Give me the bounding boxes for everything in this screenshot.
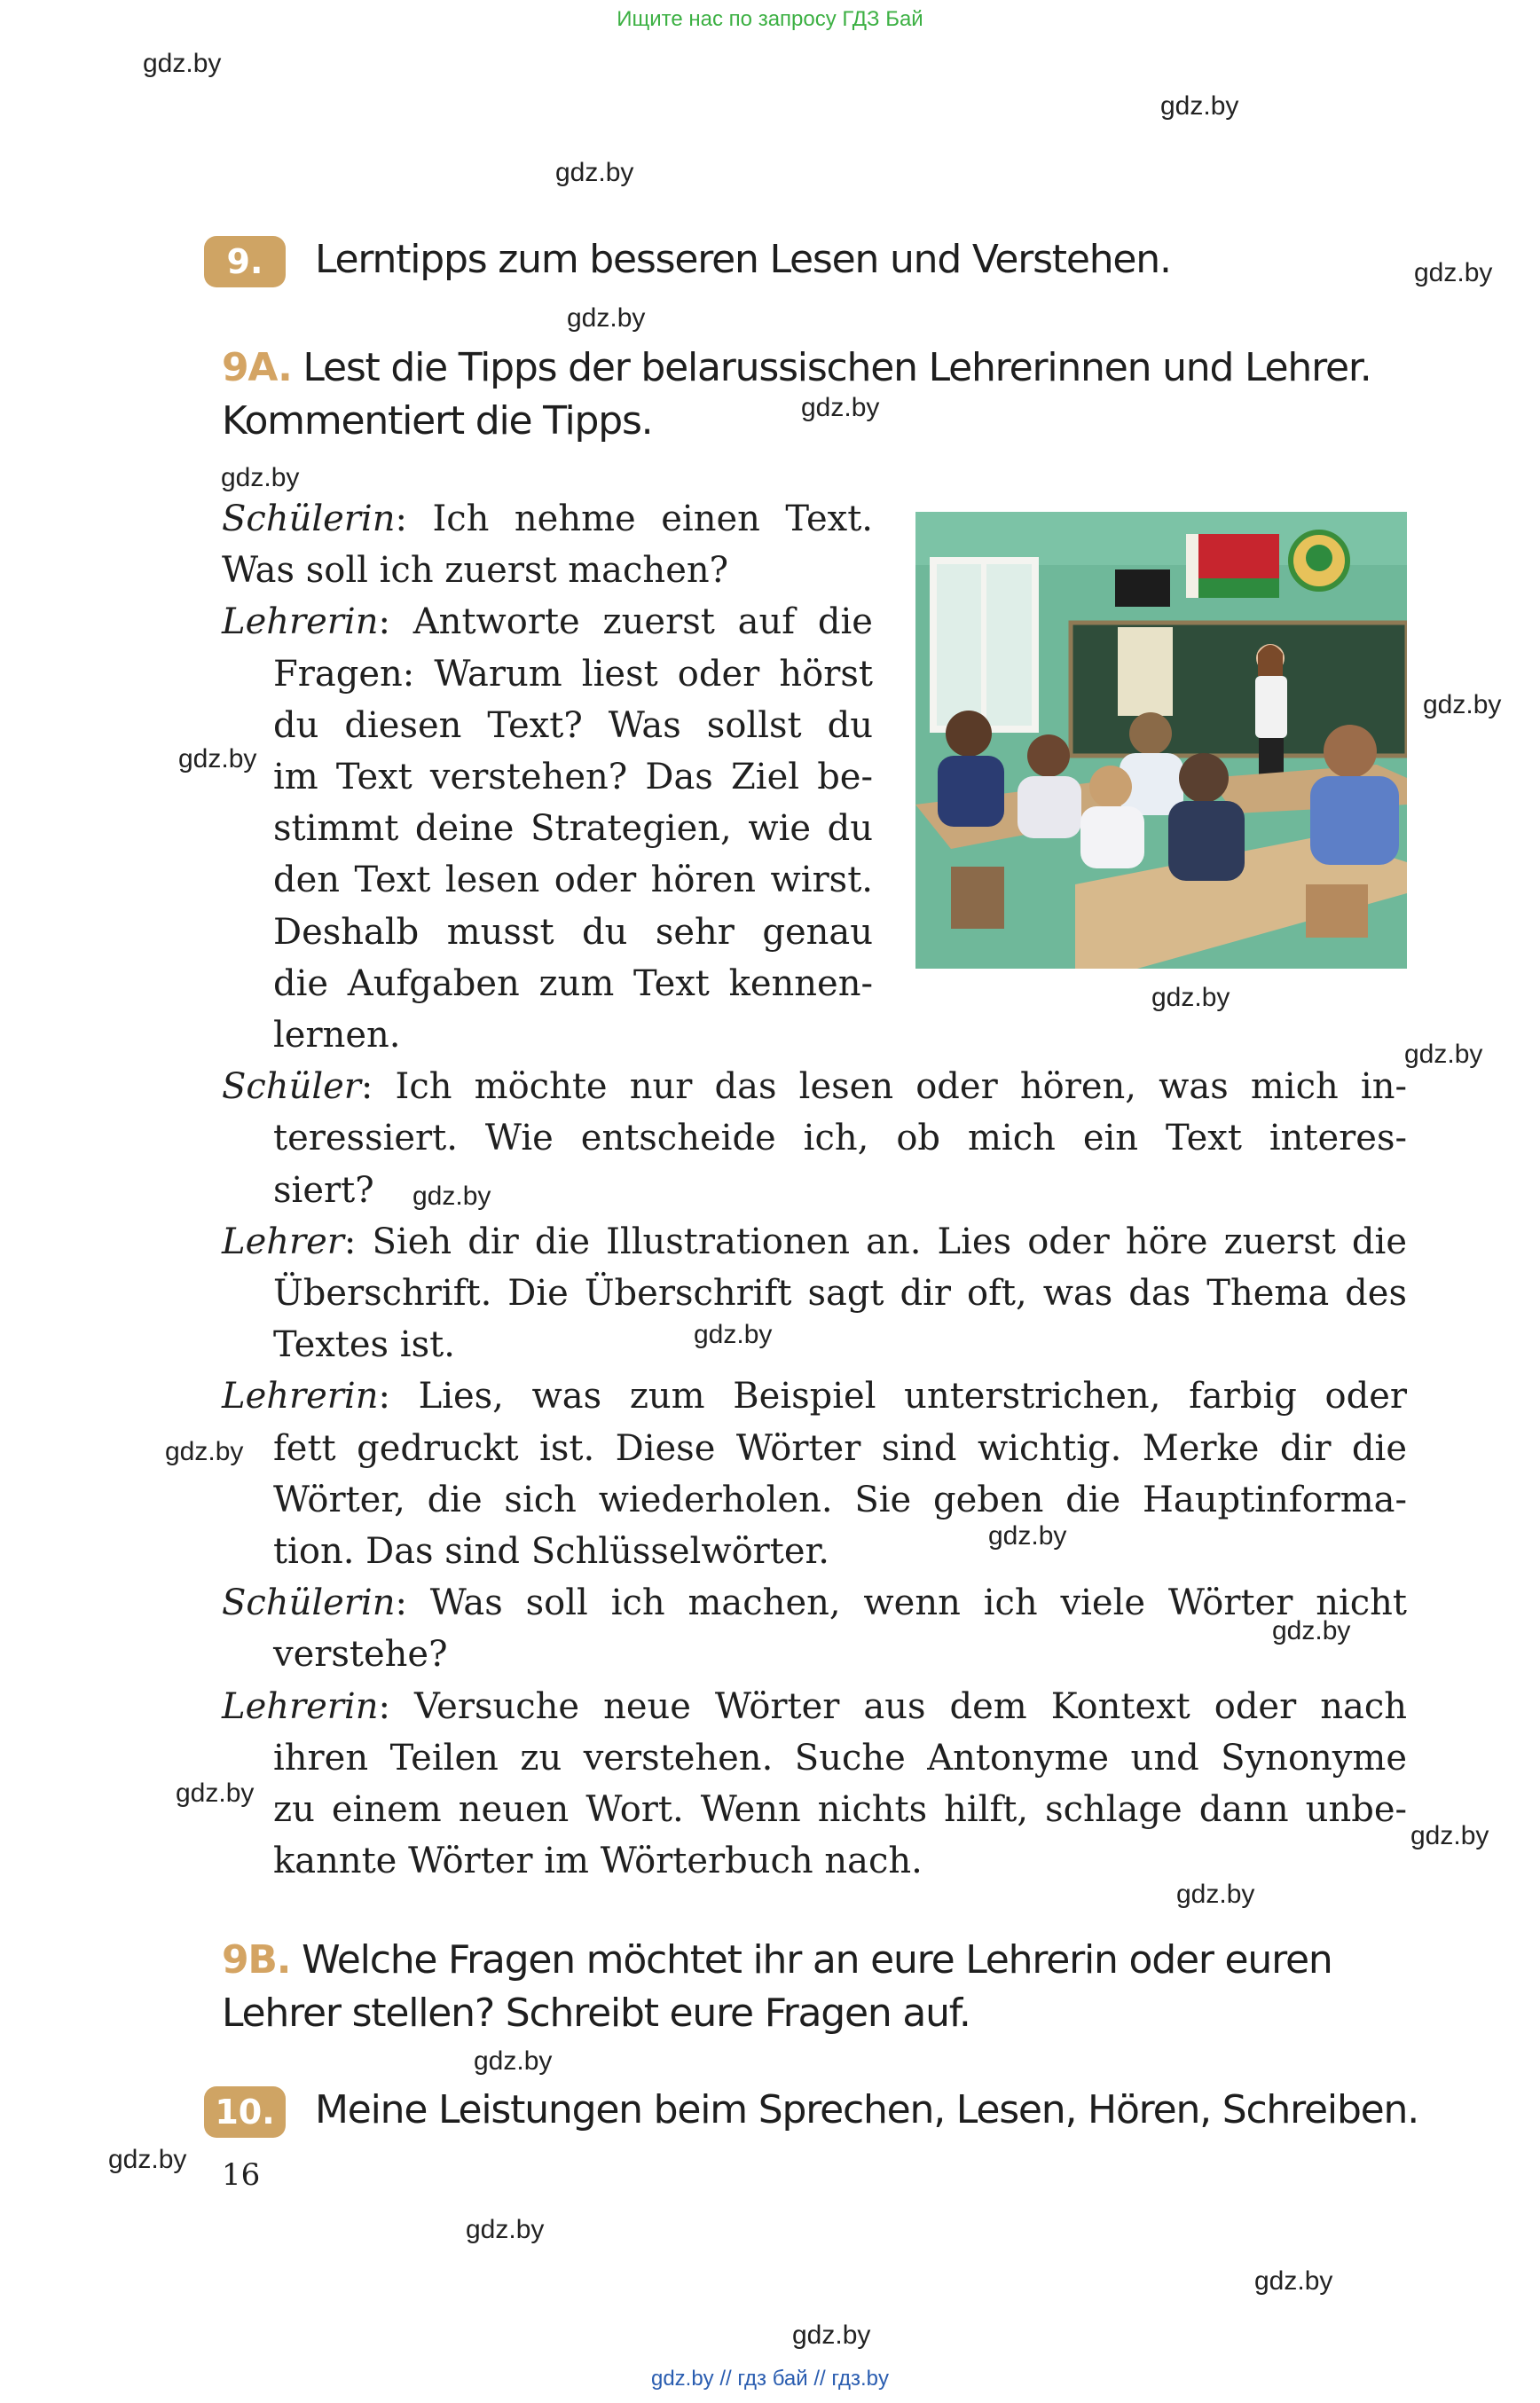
task-9a-heading: [222, 342, 1407, 448]
dialogue-line: Lies, was zum Beispiel unterstrichen, farbig oder: [418, 1376, 1407, 1417]
watermark: gdz.by: [1410, 1821, 1489, 1850]
dialogue-entry: Lehrer: Sieh dir die Illustrationen an. Lies oder höre zuerst die Überschrift. Die Überschrift sagt dir oft, was das Thema des Textes ist.: [222, 1216, 1407, 1371]
watermark: gdz.by: [567, 303, 646, 333]
watermark: gdz.by: [412, 1182, 491, 1211]
speaker-role: Lehrerin: [222, 1376, 379, 1417]
watermark: gdz.by: [1176, 1880, 1255, 1909]
dialogue-line: zu einem neuen Wort. Wenn nichts hilft, schlage dann unbe-: [273, 1789, 1407, 1831]
dialogue-line: im Text verstehen? Das Ziel be-: [273, 757, 873, 798]
watermark: gdz.by: [1272, 1616, 1351, 1645]
dialogue-line: stimmt deine Strategien, wie du: [273, 808, 873, 850]
dialogue-line: Deshalb musst du sehr genau: [273, 911, 873, 953]
task-9b-heading: [222, 1934, 1407, 2040]
dialogue-line: Versuche neue Wörter aus dem Kontext oder nach: [413, 1685, 1407, 1727]
dialogue-entry: Lehrerin: Antworte zuerst auf die Fragen: Warum liest oder hörst du diesen Text? Was sollst du im Text verstehen? Das Ziel be- stimmt deine Strategien, wie du den Text lesen oder hören wirst. Deshalb musst du sehr genau die Aufgaben zum Text kennen- lernen.: [222, 596, 873, 1061]
dialogue-entry: Schülerin: Was soll ich machen, wenn ich viele Wörter nicht verstehe?: [222, 1577, 1407, 1680]
watermark: gdz.by: [165, 1437, 244, 1466]
section-9-badge: 9.: [204, 236, 286, 287]
dialogue-line: Fragen: Warum liest oder hörst: [273, 653, 873, 695]
watermark: gdz.by: [221, 463, 300, 492]
dialogue-entry: Schülerin: Ich nehme einen Text. Was soll ich zuerst machen?: [222, 493, 873, 596]
watermark: gdz.by: [555, 158, 634, 187]
watermark: gdz.by: [694, 1320, 773, 1349]
dialogue-line: verstehe?: [273, 1634, 448, 1676]
dialogue-line: Was soll ich machen, wenn ich viele Wörter nicht: [429, 1582, 1407, 1624]
dialogue-line: Ich möchte nur das lesen oder hören, was mich in-: [395, 1066, 1407, 1108]
watermark: gdz.by: [143, 49, 222, 78]
dialogue-line: siert?: [273, 1169, 374, 1211]
watermark: gdz.by: [1414, 258, 1493, 287]
dialogue-line: den Text lesen oder hören wirst.: [273, 860, 873, 901]
watermark: gdz.by: [792, 2321, 871, 2350]
dialogue-entry: Schüler: Ich möchte nur das lesen oder hören, was mich in- teressiert. Wie entscheide ich, ob mich ein Text interes- siert?: [222, 1061, 1407, 1216]
watermark: gdz.by: [801, 393, 880, 422]
watermark: gdz.by: [1404, 1040, 1483, 1069]
dialogue-line: ihren Teilen zu verstehen. Suche Antonyme und Synonyme: [273, 1737, 1407, 1779]
dialogue: [222, 493, 1407, 1887]
watermark: gdz.by: [176, 1779, 255, 1808]
dialogue-entry: Lehrerin: Lies, was zum Beispiel unterstrichen, farbig oder fett gedruckt ist. Diese Wörter sind wichtig. Merke dir die Wörter, die sich wiederholen. Sie geben die Hauptinforma- tion. Das sind Schlüsselwörter.: [222, 1370, 1407, 1577]
dialogue-line: Ich nehme einen Text.: [432, 499, 873, 539]
watermark: gdz.by: [1423, 690, 1502, 719]
dialogue-line: Sieh dir die Illustrationen an. Lies oder höre zuerst die: [372, 1221, 1407, 1262]
task-9b-title-line1: Welche Fragen möchtet ihr an eure Lehrerin oder euren: [302, 1937, 1332, 1983]
speaker-role: Schülerin: [222, 1582, 396, 1624]
dialogue-line: lernen.: [273, 1015, 401, 1056]
watermark: gdz.by: [466, 2215, 545, 2244]
watermark: gdz.by: [108, 2145, 187, 2174]
speaker-role: Lehrerin: [222, 1685, 379, 1727]
dialogue-line: Was soll ich zuerst machen?: [222, 550, 729, 592]
watermark: gdz.by: [988, 1521, 1067, 1551]
dialogue-line: du diesen Text? Was sollst du: [273, 704, 873, 746]
task-9a-title-line2: Kommentiert die Tipps.: [222, 398, 653, 444]
dialogue-line: kannte Wörter im Wörterbuch nach.: [273, 1841, 923, 1882]
page-number: 16: [222, 2157, 261, 2193]
dialogue-entry: Lehrerin: Versuche neue Wörter aus dem Kontext oder nach ihren Teilen zu verstehen. Suche Antonyme und Synonyme zu einem neuen Wort. Wenn nichts hilft, schlage dann unbe- kannte Wörter im Wörterbuch nach.: [222, 1681, 1407, 1888]
footer-links[interactable]: gdz.by // гдз бай // гдз.by: [650, 2367, 890, 2391]
task-9b-label: 9B.: [222, 1937, 291, 1983]
dialogue-line: tion. Das sind Schlüsselwörter.: [273, 1531, 829, 1573]
speaker-role: Schüler: [222, 1066, 361, 1108]
section-9-title: Lerntipps zum besseren Lesen und Verstehen.: [315, 237, 1171, 282]
dialogue-line: Antworte zuerst auf die: [412, 601, 873, 643]
watermark: gdz.by: [1151, 983, 1230, 1012]
dialogue-line: Überschrift. Die Überschrift sagt dir oft, was das Thema des: [273, 1273, 1407, 1315]
dialogue-line: Textes ist.: [273, 1324, 455, 1366]
section-10-badge: 10.: [204, 2086, 286, 2138]
watermark: gdz.by: [1160, 91, 1239, 121]
top-banner[interactable]: Ищите нас по запросу ГДЗ Бай: [617, 7, 923, 31]
dialogue-line: fett gedruckt ist. Diese Wörter sind wichtig. Merke dir die: [273, 1427, 1407, 1469]
dialogue-line: Wörter, die sich wiederholen. Sie geben die Hauptinforma-: [273, 1479, 1407, 1520]
task-9a-label: 9A.: [222, 345, 292, 390]
watermark: gdz.by: [178, 744, 257, 774]
task-9b-title-line2: Lehrer stellen? Schreibt eure Fragen auf.: [222, 1991, 970, 2036]
speaker-role: Schülerin: [222, 499, 396, 539]
watermark: gdz.by: [1254, 2266, 1333, 2296]
dialogue-line: teressiert. Wie entscheide ich, ob mich ein Text interes-: [273, 1118, 1407, 1159]
watermark: gdz.by: [474, 2046, 553, 2076]
speaker-role: Lehrerin: [222, 601, 379, 643]
task-9a-title-line1: Lest die Tipps der belarussischen Lehrerinnen und Lehrer.: [302, 345, 1371, 390]
section-10-title: Meine Leistungen beim Sprechen, Lesen, Hören, Schreiben.: [315, 2087, 1419, 2132]
speaker-role: Lehrer: [222, 1221, 344, 1262]
dialogue-line: die Aufgaben zum Text kennen-: [273, 962, 873, 1004]
